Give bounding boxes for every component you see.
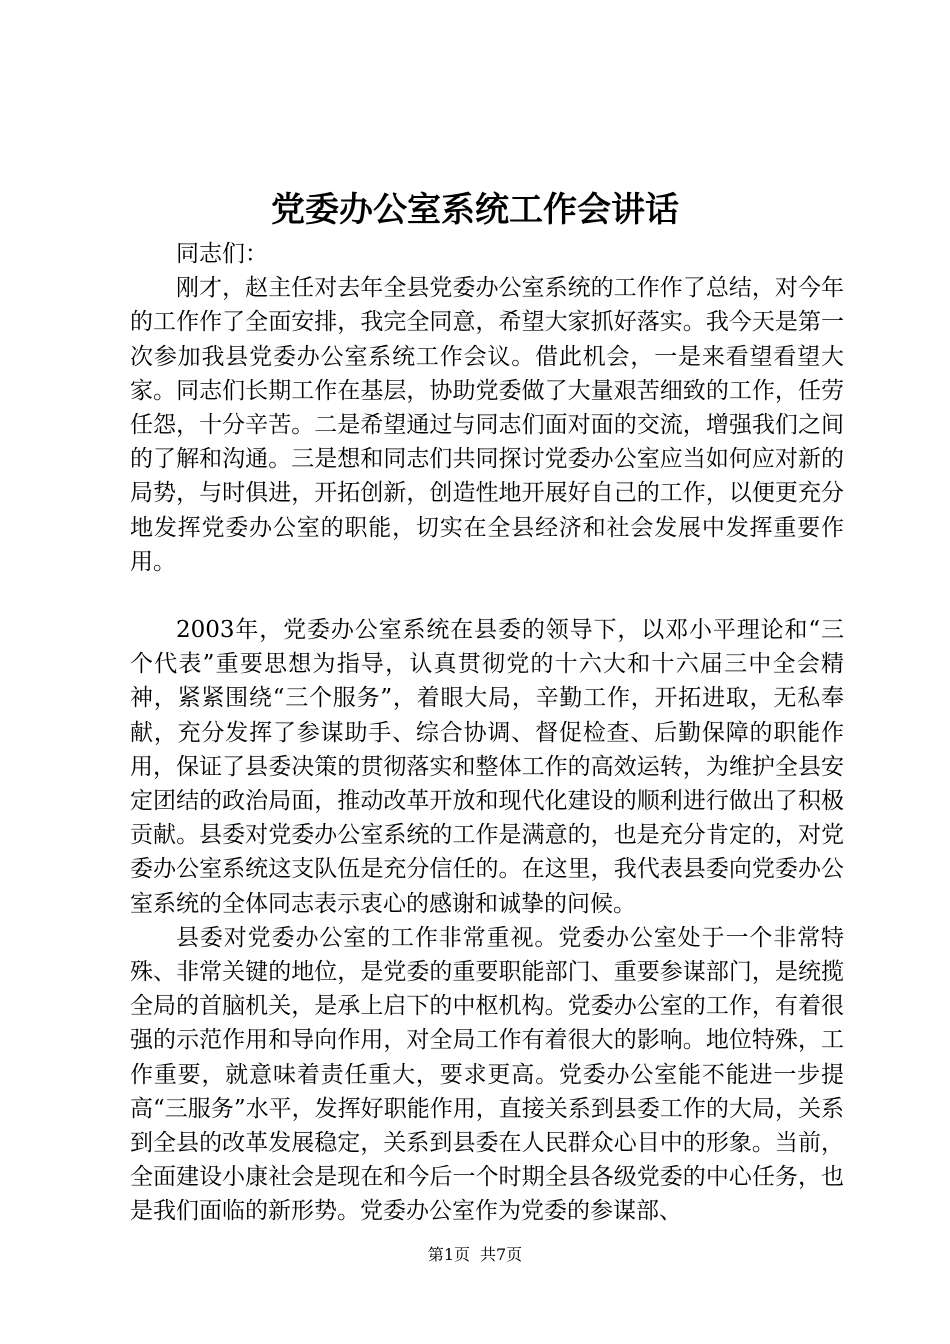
page-total: 共7页 (480, 1245, 523, 1264)
salutation: 同志们： (176, 241, 268, 267)
paragraph-importance: 县委对党委办公室的工作非常重视。党委办公室处于一个非常特殊、非常关键的地位，是党委的重要职能部门、重要参谋部门，是统揽全局的首脑机关，是承上启下的中枢机构。党委办公室的工作，有着很强的示范作用和导向作用，对全局工作有着很大的影响。地位特殊，工作重要，就意味着责任重大，要求更高。党委办公室能不能进一步提高“三服务”水平，发挥好职能作用，直接关系到县委工作的大局，关系到全县的改革发展稳定，关系到县委在人民群众心目中的形象。当前，全面建设小康社会是现在和今后一个时期全县各级党委的中心任务，也是我们面临的新形势。党委办公室作为党委的参谋部、 (130, 924, 844, 1225)
document-body (130, 237, 844, 1229)
page-number: 第1页 (427, 1245, 470, 1264)
paragraph-opening: 刚才，赵主任对去年全县党委办公室系统的工作作了总结，对今年的工作作了全面安排，我完全同意，希望大家抓好落实。我今天是第一次参加我县党委办公室系统工作会议。借此机会，一是来看望看望大家。同志们长期工作在基层，协助党委做了大量艰苦细致的工作，任劳任怨，十分辛苦。二是希望通过与同志们面对面的交流，增强我们之间的了解和沟通。三是想和同志们共同探讨党委办公室应当如何应对新的局势，与时俱进，开拓创新，创造性地开展好自己的工作，以便更充分地发挥党委办公室的职能，切实在全县经济和社会发展中发挥重要作用。 (130, 275, 844, 575)
document-title: 党委办公室系统工作会讲话 (271, 190, 679, 230)
paragraph-review-2003: 2003年，党委办公室系统在县委的领导下，以邓小平理论和“三个代表”重要思想为指导，认真贯彻党的十六大和十六届三中全会精神，紧紧围绕“三个服务”，着眼大局，辛勤工作，开拓进取，无私奉献，充分发挥了参谋助手、综合协调、督促检查、后勤保障的职能作用，保证了县委决策的贯彻落实和整体工作的高效运转，为维护全县安定团结的政治局面，推动改革开放和现代化建设的顺利进行做出了积极贡献。县委对党委办公室系统的工作是满意的，也是充分肯定的，对党委办公室系统这支队伍是充分信任的。在这里，我代表县委向党委办公室系统的全体同志表示衷心的感谢和诚挚的问候。 (130, 617, 844, 917)
page-footer (0, 1244, 950, 1266)
